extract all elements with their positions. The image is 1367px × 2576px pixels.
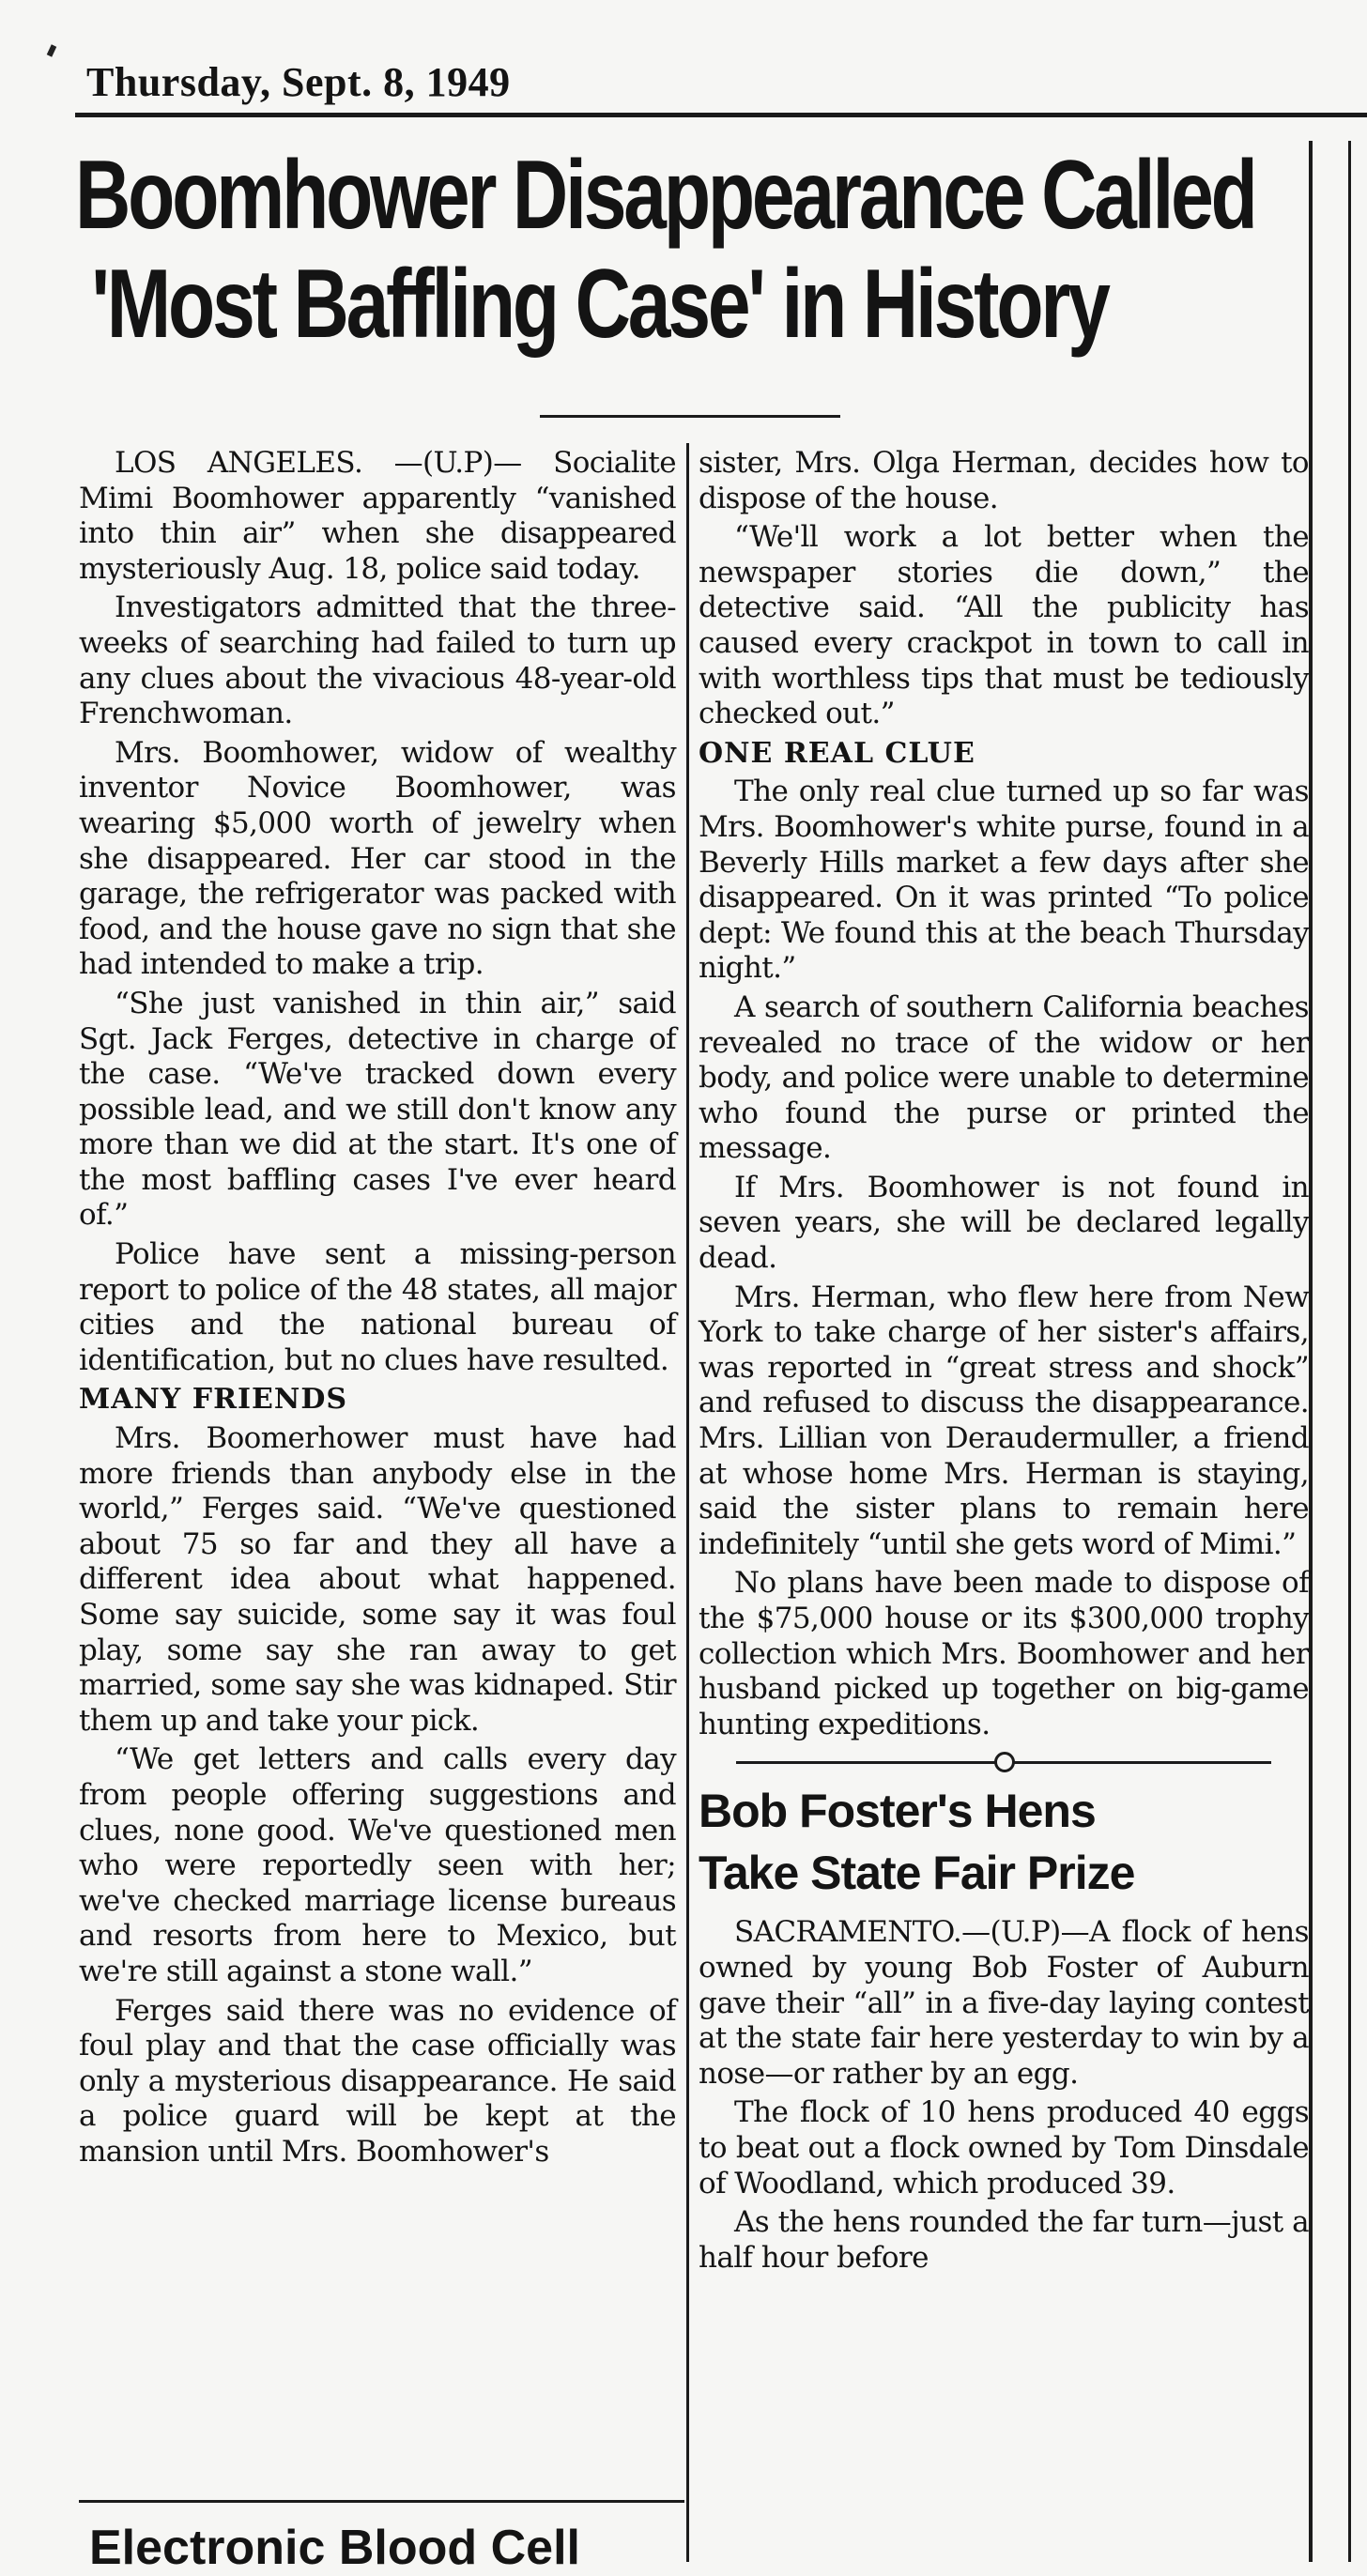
column-divider: [686, 443, 689, 2562]
print-mark: [47, 44, 57, 56]
article-left-column: [79, 446, 676, 2174]
second-article-body: [699, 1915, 1309, 2276]
right-column-rule: [1309, 141, 1313, 2562]
article-paragraph: Investigators admitted that the three-weeks of searching had failed to turn up any clues about the vivacious 48-year-old Frenchwoman.: [79, 590, 676, 731]
second-article-headline: [699, 1780, 1309, 1904]
section-subhead: ONE REAL CLUE: [699, 736, 975, 770]
article-paragraph: SACRAMENTO.—(U.P)—A flock of hens owned by young Bob Foster of Auburn gave their “all” in a five-day laying contest at the state fair here yesterday to win by a nose—or rather by an egg.: [699, 1915, 1309, 2091]
article-paragraph: “She just vanished in thin air,” said Sgt. Jack Ferges, detective in charge of the case. “We've tracked down every possible lead, and we still don't know any more than we did at the start. It's one of the most baffling cases I've ever heard of.”: [79, 986, 676, 1233]
article-paragraph: Mrs. Boomhower, widow of wealthy inventor Novice Boomhower, was wearing $5,000 worth of jewelry when she disappeared. Her car stood in the garage, the refrigerator was packed with food, and the house gave no sign that she had intended to make a trip.: [79, 735, 676, 982]
article-paragraph: LOS ANGELES. —(U.P)— Socialite Mimi Boomhower apparently “vanished into thin air” when she disappeared mysteriously Aug. 18, police said today.: [79, 446, 676, 586]
article-paragraph: Mrs. Boomerhower must have had more friends than anybody else in the world,” Ferges said. “We've questioned about 75 so far and they all have a different idea about what happened. Some say suicide, some say it was foul play, some say she ran away to get married, some say she was kidnaped. Stir them up and take your pick.: [79, 1421, 676, 1738]
edge-rule: [1348, 141, 1351, 2562]
article-paragraph: sister, Mrs. Olga Herman, decides how to dispose of the house.: [699, 446, 1309, 515]
top-rule: [75, 113, 1367, 117]
article-paragraph: No plans have been made to dispose of the $75,000 house or its $300,000 trophy collection which Mrs. Boomhower and her husband picked up together on big-game hunting expeditions.: [699, 1566, 1309, 1741]
article-headline: [75, 141, 1255, 359]
article-paragraph: “We'll work a lot better when the newspaper stories die down,” the detective said. “All the publicity has caused every crackpot in town to call in with worthless tips that must be tediously checked out.”: [699, 520, 1309, 731]
article-paragraph: As the hens rounded the far turn—just a half hour before: [699, 2205, 1309, 2275]
second-headline-line-2: Take State Fair Prize: [699, 1847, 1135, 1900]
article-paragraph: Police have sent a missing-person report to police of the 48 states, all major cities and the national bureau of identification, but no clues have resulted.: [79, 1237, 676, 1377]
article-paragraph: The only real clue turned up so far was Mrs. Boomhower's white purse, found in a Beverly Hills market a few days after she disappeared. On it was printed “To police dept: We found this at the beach Thursday night.”: [699, 774, 1309, 986]
article-right-column: [699, 446, 1309, 2279]
article-paragraph: Ferges said there was no evidence of foul play and that the case officially was only a mysterious disappearance. He said a police guard will be kept at the mansion until Mrs. Boomhower's: [79, 1993, 676, 2169]
bottom-rule: [79, 2500, 684, 2503]
section-subhead: MANY FRIENDS: [79, 1383, 347, 1417]
headline-underline: [540, 415, 840, 418]
second-headline-line-1: Bob Foster's Hens: [699, 1785, 1096, 1838]
article-paragraph: The flock of 10 hens produced 40 eggs to beat out a flock owned by Tom Dinsdale of Woodland, which produced 39.: [699, 2095, 1309, 2200]
headline-line-1: Boomhower Disappearance Called: [75, 141, 1255, 250]
cutoff-headline: Electronic Blood Cell: [89, 2521, 580, 2575]
headline-line-2: 'Most Baffling Case' in History: [91, 250, 1108, 359]
article-paragraph: If Mrs. Boomhower is not found in seven years, she will be declared legally dead.: [699, 1170, 1309, 1276]
article-separator: [736, 1752, 1271, 1771]
article-paragraph: A search of southern California beaches revealed no trace of the widow or her body, and police were unable to determine who found the purse or printed the message.: [699, 989, 1309, 1166]
article-paragraph: “We get letters and calls every day from people offering suggestions and clues, none good. We've questioned men who were reportedly seen with her; we've checked marriage license bureaus and resorts from here to Mexico, but we're still against a stone wall.”: [79, 1742, 676, 1988]
article-paragraph: Mrs. Herman, who flew here from New York to take charge of her sister's affairs, was reported in “great stress and shock” and refused to discuss the disappearance. Mrs. Lillian von Deraudermuller, a friend at whose home Mrs. Herman is staying, said the sister plans to remain here indefinitely “until she gets word of Mimi.”: [699, 1280, 1309, 1561]
page-date: Thursday, Sept. 8, 1949: [86, 59, 511, 105]
article-right-body: [699, 446, 1309, 1742]
